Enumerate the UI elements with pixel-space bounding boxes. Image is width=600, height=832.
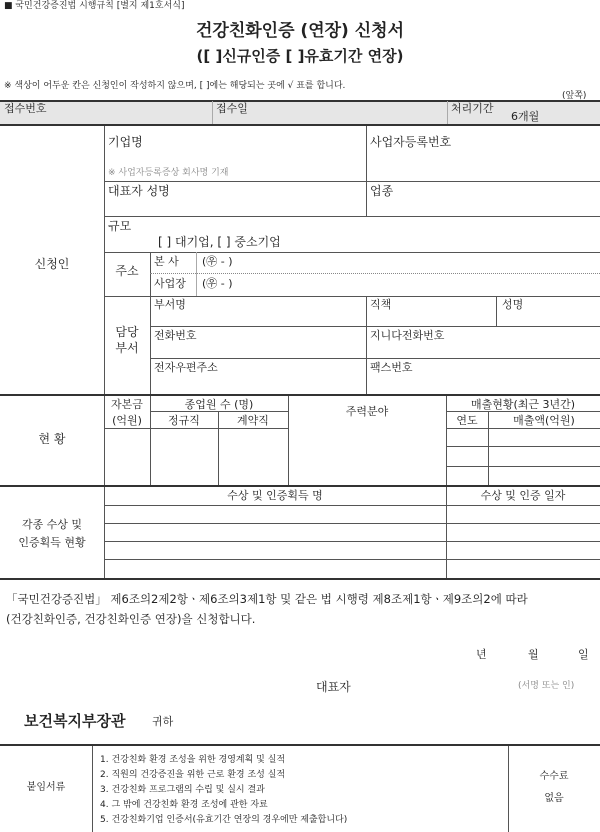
form-note: ※ 색상이 어두운 칸은 신청인이 작성하지 않으며, [ ]에는 해당되는 곳에 √ 표를 합니다. xyxy=(4,81,346,91)
contact-name-label: 성명 xyxy=(502,298,524,311)
law-reference: ■ 국민건강증진법 시행규칙 [별지 제1호서식] xyxy=(4,1,185,11)
company-size-options[interactable]: [ ] 대기업, [ ] 중소기업 xyxy=(158,235,281,249)
page-side-label: (앞쪽) xyxy=(562,91,587,101)
hq-address-field[interactable]: (㉾ - ) xyxy=(202,255,233,268)
contact-dept-label-1: 담당 xyxy=(115,325,139,339)
award-name-column: 수상 및 인증획득 명 xyxy=(227,489,323,502)
attachment-item-2: 2. 직원의 건강증진을 위한 근로 환경 조성 실적 xyxy=(100,770,286,780)
form-title: 건강친화인증 (연장) 신청서 xyxy=(195,21,405,41)
attachment-item-5: 5. 건강친화기업 인증서(유효기간 연장의 경우에만 제출합니다) xyxy=(100,815,348,825)
site-address-field[interactable]: (㉾ - ) xyxy=(202,277,233,290)
company-name-label: 기업명 xyxy=(108,135,143,149)
applicant-section-label: 신청인 xyxy=(34,257,70,271)
main-field-label: 주력분야 xyxy=(345,405,389,418)
phone-label: 전화번호 xyxy=(154,329,197,342)
ceo-name-label: 대표자 성명 xyxy=(108,184,170,198)
receipt-row-bottom xyxy=(0,124,600,126)
date-year-label: 년 xyxy=(476,648,487,661)
attachment-item-4: 4. 그 밖에 건강친화 환경 조성에 관한 자료 xyxy=(100,800,268,810)
status-section-label: 현 황 xyxy=(38,432,66,446)
capital-label: 자본금 xyxy=(111,398,143,411)
fee-label: 수수료 xyxy=(539,771,569,782)
signature-hint: (서명 또는 인) xyxy=(518,681,575,691)
applicant-section-bottom xyxy=(0,394,600,396)
declaration-line-1: 「국민건강증진법」 제6조의2제2항ㆍ제6조의3제1항 및 같은 법 시행령 제8조제1항ㆍ제9조의2에 따라 xyxy=(6,592,528,606)
awards-section-label-1: 각종 수상 및 xyxy=(21,518,83,531)
dept-name-label: 부서명 xyxy=(154,298,186,311)
receipt-number-label: 접수번호 xyxy=(4,102,47,115)
hq-label: 본 사 xyxy=(154,255,179,268)
sales-year-label: 연도 xyxy=(456,414,478,427)
attachment-item-1: 1. 건강친화 환경 조성을 위한 경영계획 및 실적 xyxy=(100,755,286,765)
processing-period-label: 처리기간 xyxy=(451,102,494,115)
company-name-hint: ※ 사업자등록증상 회사명 기재 xyxy=(108,168,229,178)
company-size-label: 규모 xyxy=(108,219,132,233)
mobile-label: 지니다전화번호 xyxy=(370,329,445,342)
biz-reg-number-label: 사업자등록번호 xyxy=(370,135,452,149)
attachments-top-border xyxy=(0,744,600,746)
status-section-bottom xyxy=(0,485,600,487)
contact-dept-label-2: 부서 xyxy=(115,341,139,355)
date-day-label: 일 xyxy=(578,648,589,661)
regular-employees-label: 정규직 xyxy=(168,414,200,427)
address-label: 주소 xyxy=(115,264,139,278)
representative-label: 대표자 xyxy=(316,680,351,694)
awards-section-bottom xyxy=(0,578,600,580)
award-date-column: 수상 및 인증 일자 xyxy=(480,489,566,502)
attachments-label: 붙임서류 xyxy=(26,782,66,793)
attachment-item-3: 3. 건강친화 프로그램의 수립 및 실시 결과 xyxy=(100,785,265,795)
form-subtitle: ([ ]신규인증 [ ]유효기간 연장) xyxy=(196,47,404,65)
recipient-suffix: 귀하 xyxy=(152,715,174,728)
receipt-row-shade xyxy=(0,101,600,124)
industry-label: 업종 xyxy=(370,184,394,198)
employees-label: 종업원 수 (명) xyxy=(184,398,254,411)
receipt-date-label: 접수일 xyxy=(216,102,248,115)
awards-section-label-2: 인증획득 현황 xyxy=(18,536,86,549)
recipient-label: 보건복지부장관 xyxy=(24,712,126,730)
fax-label: 팩스번호 xyxy=(370,361,413,374)
fee-value: 없음 xyxy=(544,793,564,804)
date-month-label: 월 xyxy=(528,648,539,661)
sales-label: 매출현황(최근 3년간) xyxy=(470,398,576,411)
contract-employees-label: 계약직 xyxy=(237,414,269,427)
position-label: 직책 xyxy=(370,298,392,311)
email-label: 전자우편주소 xyxy=(154,361,218,374)
sales-amount-label: 매출액(억원) xyxy=(513,414,575,427)
table-top-border xyxy=(0,100,600,102)
site-label: 사업장 xyxy=(154,277,186,290)
capital-unit-label: (억원) xyxy=(112,414,142,427)
declaration-line-2: (건강친화인증, 건강친화인증 연장)을 신청합니다. xyxy=(6,612,256,626)
processing-period-value: 6개월 xyxy=(511,110,540,123)
